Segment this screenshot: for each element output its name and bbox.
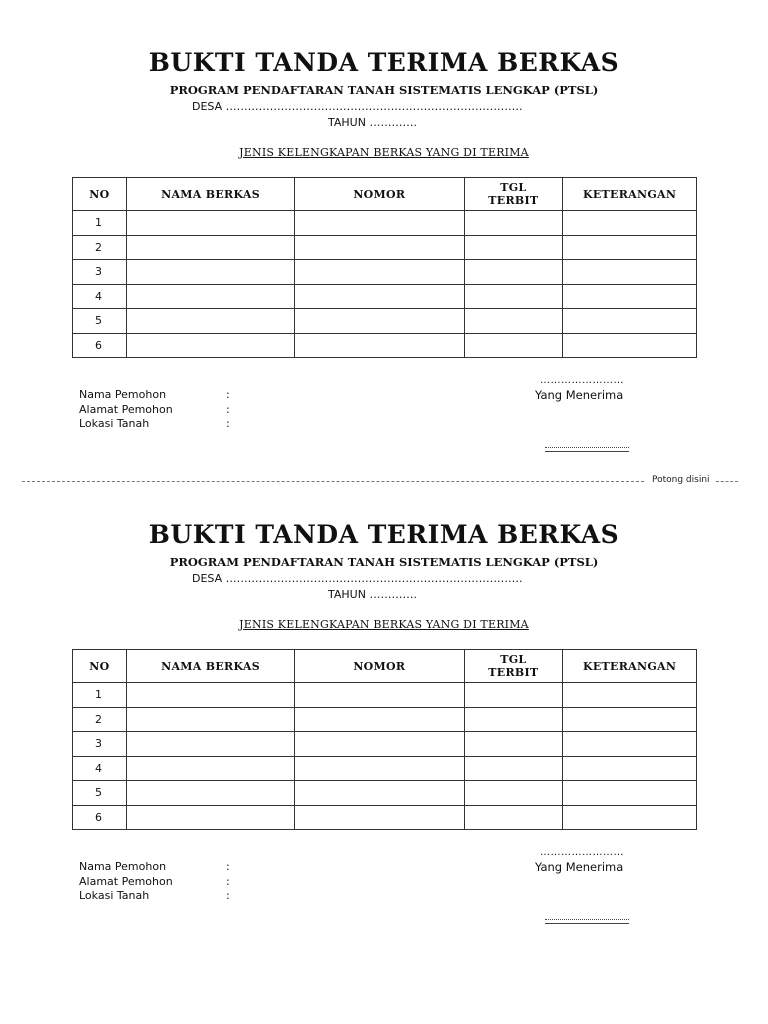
keterangan-cell[interactable] [563,309,697,334]
signature-line [545,919,629,924]
nomor-cell[interactable] [295,805,464,830]
header-nama-berkas: NAMA BERKAS [126,650,294,683]
table-header-row [73,650,697,683]
document-title: BUKTI TANDA TERIMA BERKAS [148,520,620,549]
nama-berkas-cell[interactable] [126,235,294,260]
header-tgl-terbit: TGL TERBIT [464,178,563,211]
table-row [73,707,697,732]
field-nama-pemohon [79,388,230,403]
row-number: 5 [73,781,127,806]
field-separator: : [226,874,230,888]
field-alamat-pemohon [79,403,230,418]
row-number: 3 [73,260,127,285]
table-row [73,260,697,285]
desa-line: DESA ……………………………………………………………………… [192,100,523,113]
nama-berkas-cell[interactable] [126,781,294,806]
row-number: 2 [73,707,127,732]
header-keterangan: KETERANGAN [563,178,697,211]
field-label: Alamat Pemohon [79,874,173,888]
field-label: Lokasi Tanah [79,889,150,902]
keterangan-cell[interactable] [563,333,697,358]
tgl-terbit-cell[interactable] [464,805,563,830]
table-row [73,732,697,757]
nomor-cell[interactable] [295,756,464,781]
table-row [73,781,697,806]
row-number: 6 [73,333,127,358]
keterangan-cell[interactable] [563,235,697,260]
field-separator: : [226,889,230,902]
nama-berkas-cell[interactable] [126,707,294,732]
keterangan-cell[interactable] [563,805,697,830]
berkas-table [72,177,697,358]
keterangan-cell[interactable] [563,732,697,757]
keterangan-cell[interactable] [563,756,697,781]
nama-berkas-cell[interactable] [126,756,294,781]
cut-label: Potong disini [652,475,710,485]
keterangan-cell[interactable] [563,707,697,732]
header-nama-berkas: NAMA BERKAS [126,178,294,211]
row-number: 3 [73,732,127,757]
tgl-terbit-cell[interactable] [464,260,563,285]
tgl-terbit-cell[interactable] [464,284,563,309]
nama-berkas-cell[interactable] [126,284,294,309]
table-row [73,805,697,830]
header-tgl-terbit: TGL TERBIT [464,650,563,683]
field-separator: : [226,860,230,873]
table-row [73,333,697,358]
nama-berkas-cell[interactable] [126,309,294,334]
field-nama-pemohon [79,860,230,875]
keterangan-cell[interactable] [563,683,697,708]
applicant-fields [79,860,230,904]
header-nomor: NOMOR [295,178,464,211]
table-heading: JENIS KELENGKAPAN BERKAS YANG DI TERIMA [239,618,529,631]
cut-line [22,481,644,482]
field-separator: : [226,388,230,401]
nomor-cell[interactable] [295,309,464,334]
desa-line: DESA ……………………………………………………………………… [192,572,523,585]
applicant-fields [79,388,230,432]
tgl-terbit-cell[interactable] [464,707,563,732]
nama-berkas-cell[interactable] [126,805,294,830]
field-label: Alamat Pemohon [79,402,173,416]
nama-berkas-cell[interactable] [126,211,294,236]
row-number: 2 [73,235,127,260]
tahun-line: TAHUN …………. [328,116,417,129]
tgl-terbit-cell[interactable] [464,235,563,260]
nomor-cell[interactable] [295,284,464,309]
nama-berkas-cell[interactable] [126,732,294,757]
field-lokasi-tanah [79,417,230,432]
keterangan-cell[interactable] [563,284,697,309]
keterangan-cell[interactable] [563,260,697,285]
row-number: 6 [73,805,127,830]
field-separator: : [226,417,230,430]
tgl-terbit-cell[interactable] [464,309,563,334]
header-nomor: NOMOR [295,650,464,683]
table-row [73,683,697,708]
field-label: Nama Pemohon [79,388,167,401]
cut-line-end [716,481,738,482]
row-number: 4 [73,284,127,309]
table-heading: JENIS KELENGKAPAN BERKAS YANG DI TERIMA [239,146,529,159]
nama-berkas-cell[interactable] [126,683,294,708]
nomor-cell[interactable] [295,732,464,757]
nomor-cell[interactable] [295,211,464,236]
tgl-terbit-cell[interactable] [464,211,563,236]
field-label: Lokasi Tanah [79,417,150,430]
table-row [73,211,697,236]
field-lokasi-tanah [79,889,230,904]
table-row [73,309,697,334]
place-date-dots: …………………… [540,847,624,858]
tgl-terbit-cell[interactable] [464,781,563,806]
nomor-cell[interactable] [295,683,464,708]
document-title: BUKTI TANDA TERIMA BERKAS [148,48,620,77]
nama-berkas-cell[interactable] [126,260,294,285]
table-header-row [73,178,697,211]
nama-berkas-cell[interactable] [126,333,294,358]
header-keterangan: KETERANGAN [563,650,697,683]
keterangan-cell[interactable] [563,781,697,806]
row-number: 1 [73,211,127,236]
tgl-terbit-cell[interactable] [464,756,563,781]
program-subtitle: PROGRAM PENDAFTARAN TANAH SISTEMATIS LENGKAP (PTSL) [169,555,599,569]
nomor-cell[interactable] [295,781,464,806]
signature-line [545,447,629,452]
keterangan-cell[interactable] [563,211,697,236]
field-alamat-pemohon [79,875,230,890]
receiver-label: Yang Menerima [535,860,624,874]
row-number: 4 [73,756,127,781]
nomor-cell[interactable] [295,333,464,358]
tahun-line: TAHUN …………. [328,588,417,601]
nomor-cell[interactable] [295,707,464,732]
header-no: NO [73,650,127,683]
table-row [73,235,697,260]
header-no: NO [73,178,127,211]
program-subtitle: PROGRAM PENDAFTARAN TANAH SISTEMATIS LENGKAP (PTSL) [169,83,599,97]
table-row [73,756,697,781]
row-number: 1 [73,683,127,708]
table-row [73,284,697,309]
tgl-terbit-cell[interactable] [464,732,563,757]
nomor-cell[interactable] [295,260,464,285]
field-label: Nama Pemohon [79,860,167,873]
receiver-label: Yang Menerima [535,388,624,402]
field-separator: : [226,402,230,416]
tgl-terbit-cell[interactable] [464,683,563,708]
tgl-terbit-cell[interactable] [464,333,563,358]
row-number: 5 [73,309,127,334]
nomor-cell[interactable] [295,235,464,260]
berkas-table [72,649,697,830]
place-date-dots: …………………… [540,375,624,386]
